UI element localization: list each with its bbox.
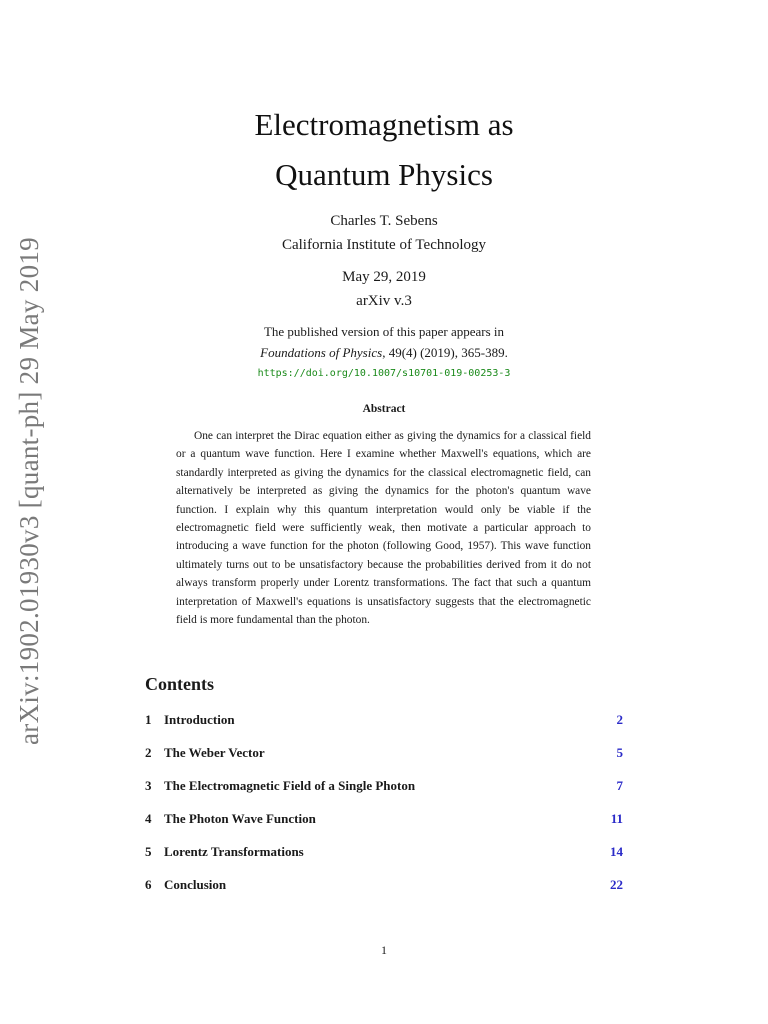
- journal-name: Foundations of Physics: [260, 345, 383, 360]
- toc-number: 4: [145, 811, 152, 826]
- toc-number: 1: [145, 712, 152, 727]
- toc-page-link[interactable]: 2: [616, 712, 623, 727]
- toc-page-link[interactable]: 14: [610, 844, 623, 859]
- publication-citation: [0, 345, 768, 361]
- toc-page-link[interactable]: 22: [610, 877, 623, 892]
- toc-item-conclusion[interactable]: [145, 877, 623, 895]
- toc-page-link[interactable]: 5: [616, 745, 623, 760]
- toc-number: 6: [145, 877, 152, 892]
- abstract-text: One can interpret the Dirac equation either as giving the dynamics for a classical field or a quantum wave function. Here I examine whether Maxwell's equations, which are standardly interpreted as giving the dynamics for the classical electromagnetic field, can alternatively be interpreted as giving the dynamics for the photon's quantum wave function. I explain why this quantum interpretation would only be viable if the electromagnetic field were sufficiently weak, then motivate a particular approach to introducing a wave function for the photon (following Good, 1957). This wave function ultimately turns out to be unsatisfactory because the probabilities derived from it do not always transform properly under Lorentz transformations. The fact that such a quantum interpretation of Maxwell's equations is unsatisfactory suggests that the electromagnetic field is more fundamental than the photon.: [176, 430, 591, 627]
- toc-item-weber-vector[interactable]: [145, 745, 623, 763]
- version: arXiv v.3: [356, 293, 412, 309]
- author: Charles T. Sebens: [330, 213, 438, 229]
- toc-title[interactable]: The Photon Wave Function: [164, 811, 316, 826]
- toc-title[interactable]: The Weber Vector: [164, 745, 265, 760]
- toc-number: 5: [145, 844, 152, 859]
- affiliation: California Institute of Technology: [281, 237, 487, 253]
- contents-heading: Contents: [145, 674, 215, 694]
- toc-number: 3: [145, 778, 152, 793]
- abstract-heading: Abstract: [362, 403, 406, 415]
- toc-title[interactable]: Lorentz Transformations: [164, 844, 304, 859]
- doi-link[interactable]: https://doi.org/10.1007/s10701-019-00253-3: [257, 368, 511, 379]
- toc-item-em-field-single-photon[interactable]: [145, 778, 623, 796]
- citation-details: , 49(4) (2019), 365-389.: [382, 345, 508, 360]
- toc-title[interactable]: Conclusion: [164, 877, 227, 892]
- date: May 29, 2019: [342, 269, 426, 285]
- publication-note: The published version of this paper appears in: [263, 324, 505, 339]
- page-number: 1: [381, 943, 387, 957]
- toc-item-lorentz-transformations[interactable]: [145, 844, 623, 862]
- toc-title[interactable]: The Electromagnetic Field of a Single Photon: [164, 778, 416, 793]
- toc-item-photon-wave-function[interactable]: [145, 811, 623, 829]
- toc-item-introduction[interactable]: [145, 712, 623, 730]
- toc-page-link[interactable]: 7: [616, 778, 623, 793]
- title-line-2: Quantum Physics: [275, 157, 493, 192]
- toc-title[interactable]: Introduction: [164, 712, 235, 727]
- toc-page-link[interactable]: 11: [610, 811, 623, 826]
- arxiv-stamp: arXiv:1902.01930v3 [quant-ph] 29 May 2019: [14, 237, 44, 745]
- title-line-1: Electromagnetism as: [254, 107, 514, 142]
- toc-number: 2: [145, 745, 152, 760]
